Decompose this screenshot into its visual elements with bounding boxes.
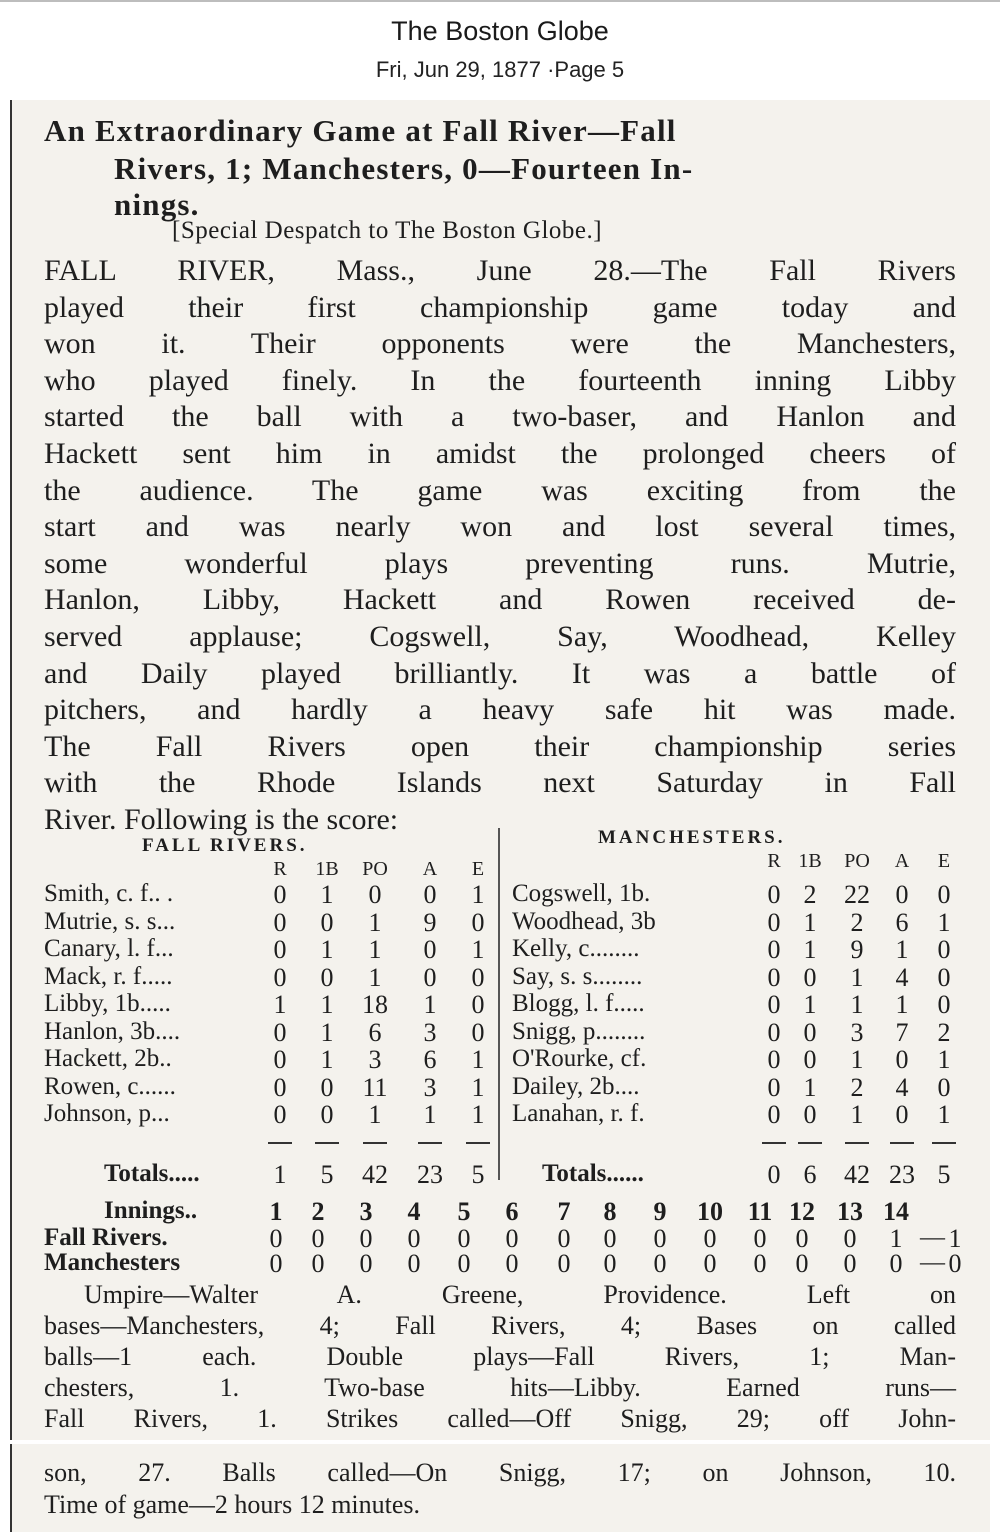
inning-score: 0 bbox=[795, 1249, 809, 1278]
inning-number: 14 bbox=[883, 1197, 909, 1226]
player-stat: 7 bbox=[895, 1017, 909, 1047]
inning-score: 0 bbox=[753, 1249, 767, 1278]
headline-line-2: Rivers, 1; Manchesters, 0—Fourteen In- bbox=[114, 151, 694, 186]
player-stat: 0 bbox=[767, 990, 781, 1019]
column-header: E bbox=[937, 850, 951, 872]
viewer-header bbox=[0, 0, 1000, 100]
player-stat: 0 bbox=[471, 990, 485, 1019]
player-stat: 0 bbox=[471, 907, 485, 937]
column-header: 1B bbox=[798, 850, 822, 872]
inning-score: 0 bbox=[557, 1224, 571, 1253]
totals-rule bbox=[932, 1142, 956, 1144]
inning-score: 0 bbox=[505, 1249, 519, 1278]
publication-date-page: Fri, Jun 29, 1877 ·Page 5 bbox=[375, 57, 625, 82]
totals-value: 23 bbox=[889, 1160, 915, 1189]
inning-score: 0 bbox=[269, 1249, 283, 1278]
player-stat: 1 bbox=[850, 990, 864, 1019]
player-name: Lanahan, r. f. bbox=[512, 1100, 645, 1127]
inning-number: 4 bbox=[407, 1197, 421, 1226]
totals-value: 23 bbox=[417, 1160, 443, 1189]
player-stat: 1 bbox=[471, 1045, 485, 1074]
player-stat: 1 bbox=[937, 1045, 951, 1074]
player-stat: 2 bbox=[937, 1017, 951, 1047]
player-stat: 1 bbox=[320, 880, 334, 909]
player-name: Mutrie, s. s... bbox=[44, 907, 176, 935]
player-stat: 3 bbox=[423, 1017, 437, 1047]
inning-score: 0 bbox=[843, 1249, 857, 1278]
player-name: Canary, l. f... bbox=[44, 935, 174, 962]
totals-rule bbox=[418, 1142, 442, 1144]
body-line: who played finely. In the fourteenth inning Libby bbox=[44, 363, 956, 397]
player-stat: 1 bbox=[471, 935, 485, 964]
inning-score: 0 bbox=[557, 1249, 571, 1278]
inning-score: 0 bbox=[269, 1224, 283, 1253]
player-name: Smith, c. f.. . bbox=[44, 880, 174, 907]
inning-score: 0 bbox=[311, 1224, 325, 1253]
inning-number: 6 bbox=[505, 1197, 519, 1226]
body-line: with the Rhode Islands next Saturday in Fall bbox=[44, 766, 956, 800]
dispatch-credit: [Special Despatch to The Boston Globe.] bbox=[172, 217, 603, 244]
column-header: R bbox=[273, 858, 287, 880]
player-stat: 0 bbox=[368, 880, 382, 909]
linescore-total: 0 bbox=[948, 1249, 962, 1278]
player-stat: 1 bbox=[368, 1100, 382, 1129]
summary-line: Fall Rivers, 1. Strikes called—Off Snigg, 29; off John- bbox=[44, 1404, 956, 1433]
totals-value: 5 bbox=[937, 1160, 951, 1189]
player-name: Hackett, 2b.. bbox=[44, 1045, 172, 1072]
inning-number: 11 bbox=[747, 1197, 773, 1226]
totals-rule bbox=[845, 1142, 869, 1144]
player-stat: 0 bbox=[423, 880, 437, 909]
player-name: Johnson, p... bbox=[44, 1100, 170, 1127]
top-divider bbox=[0, 0, 1000, 2]
summary-line: son, 27. Balls called—On Snigg, 17; on Johnson, 10. bbox=[44, 1458, 956, 1487]
inning-score: 0 bbox=[359, 1224, 373, 1253]
player-stat: 1 bbox=[368, 962, 382, 992]
linescore-team: Fall Rivers. bbox=[44, 1224, 168, 1251]
totals-value: 1 bbox=[273, 1160, 287, 1189]
player-stat: 4 bbox=[895, 1072, 909, 1102]
fall-rivers-header: FALL RIVERS. bbox=[142, 835, 308, 856]
player-name: Libby, 1b..... bbox=[44, 990, 171, 1017]
innings-label: Innings.. bbox=[104, 1197, 198, 1224]
column-header: 1B bbox=[315, 858, 339, 880]
player-stat: 1 bbox=[895, 935, 909, 964]
player-name: Kelly, c........ bbox=[512, 935, 640, 962]
player-stat: 0 bbox=[803, 962, 817, 992]
inning-score: 0 bbox=[753, 1224, 767, 1253]
body-line: the audience. The game was exciting from the bbox=[44, 473, 956, 507]
body-line: and Daily played brilliantly. It was a battle of bbox=[44, 656, 956, 690]
player-stat: 0 bbox=[937, 1072, 951, 1102]
player-stat: 0 bbox=[767, 880, 781, 909]
player-stat: 1 bbox=[803, 1072, 817, 1102]
player-stat: 0 bbox=[273, 1072, 287, 1102]
totals-value: 5 bbox=[320, 1160, 334, 1189]
player-stat: 0 bbox=[803, 1045, 817, 1074]
player-name: Blogg, l. f..... bbox=[512, 990, 645, 1017]
body-line: pitchers, and hardly a heavy safe hit was made. bbox=[44, 693, 956, 727]
player-stat: 0 bbox=[273, 1100, 287, 1129]
newspaper-clipping-continued bbox=[12, 1444, 990, 1532]
linescore-total: 1 bbox=[948, 1224, 962, 1253]
totals-value: 42 bbox=[844, 1160, 870, 1189]
column-header: PO bbox=[844, 850, 870, 872]
player-stat: 1 bbox=[320, 1017, 334, 1047]
player-stat: 0 bbox=[320, 962, 334, 992]
summary-line: bases—Manchesters, 4; Fall Rivers, 4; Bases on called bbox=[44, 1311, 956, 1340]
newspaper-clipping bbox=[12, 100, 990, 1440]
inning-score: 0 bbox=[889, 1249, 903, 1278]
player-stat: 0 bbox=[320, 907, 334, 937]
summary-line: chesters, 1. Two-base hits—Libby. Earned runs— bbox=[44, 1373, 956, 1402]
inning-score: 0 bbox=[311, 1249, 325, 1278]
player-stat: 2 bbox=[803, 880, 817, 909]
publication-title: The Boston Globe bbox=[391, 16, 609, 46]
player-stat: 1 bbox=[471, 1100, 485, 1129]
inning-score: 0 bbox=[359, 1249, 373, 1278]
inning-score: 0 bbox=[603, 1224, 617, 1253]
player-stat: 9 bbox=[423, 907, 437, 937]
inning-score: 0 bbox=[457, 1249, 471, 1278]
player-stat: 0 bbox=[273, 935, 287, 964]
totals-label: Totals..... bbox=[104, 1160, 200, 1187]
player-stat: 1 bbox=[850, 962, 864, 992]
player-stat: 0 bbox=[767, 907, 781, 937]
body-line: The Fall Rivers open their championship series bbox=[44, 729, 956, 763]
player-stat: 6 bbox=[895, 907, 909, 937]
player-stat: 3 bbox=[850, 1017, 864, 1047]
body-line: FALL RIVER, Mass., June 28.—The Fall Rivers bbox=[44, 254, 956, 287]
boxscore-divider bbox=[498, 828, 500, 1180]
player-stat: 18 bbox=[362, 990, 388, 1019]
inning-score: 1 bbox=[889, 1224, 903, 1253]
body-line: played their first championship game today and bbox=[44, 290, 956, 324]
player-stat: 0 bbox=[767, 1072, 781, 1102]
player-stat: 11 bbox=[362, 1072, 388, 1102]
player-stat: 0 bbox=[895, 1100, 909, 1129]
totals-rule bbox=[268, 1142, 292, 1144]
inning-number: 3 bbox=[359, 1197, 373, 1226]
totals-rule bbox=[363, 1142, 387, 1144]
player-name: Hanlon, 3b.... bbox=[44, 1017, 181, 1045]
player-stat: 1 bbox=[895, 990, 909, 1019]
player-stat: 1 bbox=[471, 880, 485, 909]
player-stat: 1 bbox=[937, 907, 951, 937]
totals-rule bbox=[762, 1142, 786, 1144]
totals-value: 5 bbox=[471, 1160, 485, 1189]
player-stat: 3 bbox=[423, 1072, 437, 1102]
body-line: start and was nearly won and lost several times, bbox=[44, 510, 956, 544]
totals-value: 42 bbox=[362, 1160, 388, 1189]
totals-rule bbox=[466, 1142, 490, 1144]
body-line: served applause; Cogswell, Say, Woodhead, Kelley bbox=[44, 620, 956, 653]
player-stat: 0 bbox=[767, 935, 781, 964]
linescore-dash: — bbox=[920, 1249, 945, 1276]
body-line: some wonderful plays preventing runs. Mutrie, bbox=[44, 546, 956, 580]
body-line: Hanlon, Libby, Hackett and Rowen received de- bbox=[44, 583, 956, 617]
player-stat: 9 bbox=[850, 935, 864, 964]
player-name: Mack, r. f..... bbox=[44, 962, 173, 990]
player-stat: 4 bbox=[895, 962, 909, 992]
manchesters-header: MANCHESTERS. bbox=[598, 827, 786, 848]
inning-score: 0 bbox=[603, 1249, 617, 1278]
player-stat: 0 bbox=[937, 990, 951, 1019]
headline-line-3: nings. bbox=[114, 187, 200, 222]
inning-number: 5 bbox=[457, 1197, 471, 1226]
player-stat: 0 bbox=[803, 1017, 817, 1047]
inning-score: 0 bbox=[703, 1224, 717, 1253]
totals-rule bbox=[890, 1142, 914, 1144]
totals-rule bbox=[798, 1142, 822, 1144]
player-name: O'Rourke, cf. bbox=[512, 1045, 647, 1072]
totals-value: 6 bbox=[803, 1160, 817, 1189]
player-stat: 1 bbox=[320, 1045, 334, 1074]
player-stat: 0 bbox=[423, 962, 437, 992]
player-stat: 0 bbox=[895, 880, 909, 909]
player-stat: 2 bbox=[850, 1072, 864, 1102]
player-stat: 1 bbox=[850, 1100, 864, 1129]
body-line: started the ball with a two-baser, and Hanlon and bbox=[44, 400, 956, 434]
inning-number: 1 bbox=[269, 1197, 283, 1226]
inning-number: 9 bbox=[653, 1197, 667, 1226]
column-header: A bbox=[894, 850, 910, 872]
player-stat: 0 bbox=[471, 1017, 485, 1047]
player-stat: 0 bbox=[767, 962, 781, 992]
inning-number: 2 bbox=[311, 1197, 325, 1226]
column-header: PO bbox=[362, 858, 388, 880]
player-stat: 1 bbox=[320, 990, 334, 1019]
player-stat: 1 bbox=[423, 1100, 437, 1129]
player-stat: 1 bbox=[803, 907, 817, 937]
inning-score: 0 bbox=[795, 1224, 809, 1253]
inning-score: 0 bbox=[653, 1249, 667, 1278]
inning-score: 0 bbox=[407, 1249, 421, 1278]
player-stat: 0 bbox=[767, 1045, 781, 1074]
player-stat: 0 bbox=[937, 935, 951, 964]
player-stat: 0 bbox=[423, 935, 437, 964]
player-stat: 1 bbox=[803, 935, 817, 964]
column-header: R bbox=[767, 850, 781, 872]
player-stat: 0 bbox=[937, 962, 951, 992]
totals-label: Totals...... bbox=[542, 1160, 644, 1187]
player-stat: 6 bbox=[423, 1045, 437, 1074]
player-stat: 1 bbox=[320, 935, 334, 964]
totals-value: 0 bbox=[767, 1160, 781, 1189]
linescore-team: Manchesters bbox=[44, 1249, 181, 1276]
body-line: Hackett sent him in amidst the prolonged cheers of bbox=[44, 437, 956, 470]
player-stat: 0 bbox=[273, 962, 287, 992]
inning-number: 12 bbox=[789, 1197, 815, 1226]
player-name: Cogswell, 1b. bbox=[512, 880, 651, 907]
player-stat: 0 bbox=[895, 1045, 909, 1074]
player-name: Say, s. s........ bbox=[512, 962, 643, 990]
player-stat: 2 bbox=[850, 907, 864, 937]
player-stat: 0 bbox=[803, 1100, 817, 1129]
column-header: E bbox=[471, 858, 485, 880]
player-stat: 3 bbox=[368, 1045, 382, 1074]
summary-line: balls—1 each. Double plays—Fall Rivers, 1; Man- bbox=[44, 1342, 956, 1371]
player-stat: 0 bbox=[767, 1100, 781, 1129]
body-line: River. Following is the score: bbox=[44, 803, 399, 836]
player-name: Dailey, 2b.... bbox=[512, 1072, 640, 1100]
player-stat: 0 bbox=[767, 1017, 781, 1047]
player-stat: 0 bbox=[471, 962, 485, 992]
inning-score: 0 bbox=[505, 1224, 519, 1253]
inning-score: 0 bbox=[703, 1249, 717, 1278]
totals-rule bbox=[315, 1142, 339, 1144]
player-stat: 1 bbox=[471, 1072, 485, 1102]
player-name: Snigg, p........ bbox=[512, 1017, 646, 1045]
player-name: Woodhead, 3b bbox=[512, 907, 656, 935]
player-name: Rowen, c...... bbox=[44, 1072, 176, 1100]
player-stat: 0 bbox=[320, 1072, 334, 1102]
player-stat: 22 bbox=[844, 880, 870, 909]
inning-score: 0 bbox=[843, 1224, 857, 1253]
inning-score: 0 bbox=[457, 1224, 471, 1253]
inning-score: 0 bbox=[653, 1224, 667, 1253]
player-stat: 0 bbox=[273, 1045, 287, 1074]
inning-number: 13 bbox=[837, 1197, 863, 1226]
player-stat: 1 bbox=[937, 1100, 951, 1129]
inning-number: 7 bbox=[557, 1197, 571, 1226]
player-stat: 1 bbox=[368, 907, 382, 937]
player-stat: 1 bbox=[803, 990, 817, 1019]
player-stat: 0 bbox=[273, 1017, 287, 1047]
player-stat: 0 bbox=[273, 907, 287, 937]
player-stat: 1 bbox=[368, 935, 382, 964]
player-stat: 1 bbox=[273, 990, 287, 1019]
player-stat: 0 bbox=[273, 880, 287, 909]
summary-line: Umpire—Walter A. Greene, Providence. Left on bbox=[84, 1280, 956, 1309]
player-stat: 0 bbox=[320, 1100, 334, 1129]
summary-line: Time of game—2 hours 12 minutes. bbox=[44, 1490, 421, 1519]
inning-number: 8 bbox=[603, 1197, 617, 1226]
player-stat: 6 bbox=[368, 1017, 382, 1047]
player-stat: 0 bbox=[937, 880, 951, 909]
body-line: won it. Their opponents were the Manchesters, bbox=[44, 327, 956, 361]
column-header: A bbox=[422, 858, 438, 880]
linescore-dash: — bbox=[920, 1224, 945, 1251]
inning-score: 0 bbox=[407, 1224, 421, 1253]
player-stat: 1 bbox=[850, 1045, 864, 1074]
headline-line-1: An Extraordinary Game at Fall River—Fall bbox=[44, 113, 677, 148]
player-stat: 1 bbox=[423, 990, 437, 1019]
inning-number: 10 bbox=[697, 1197, 723, 1226]
